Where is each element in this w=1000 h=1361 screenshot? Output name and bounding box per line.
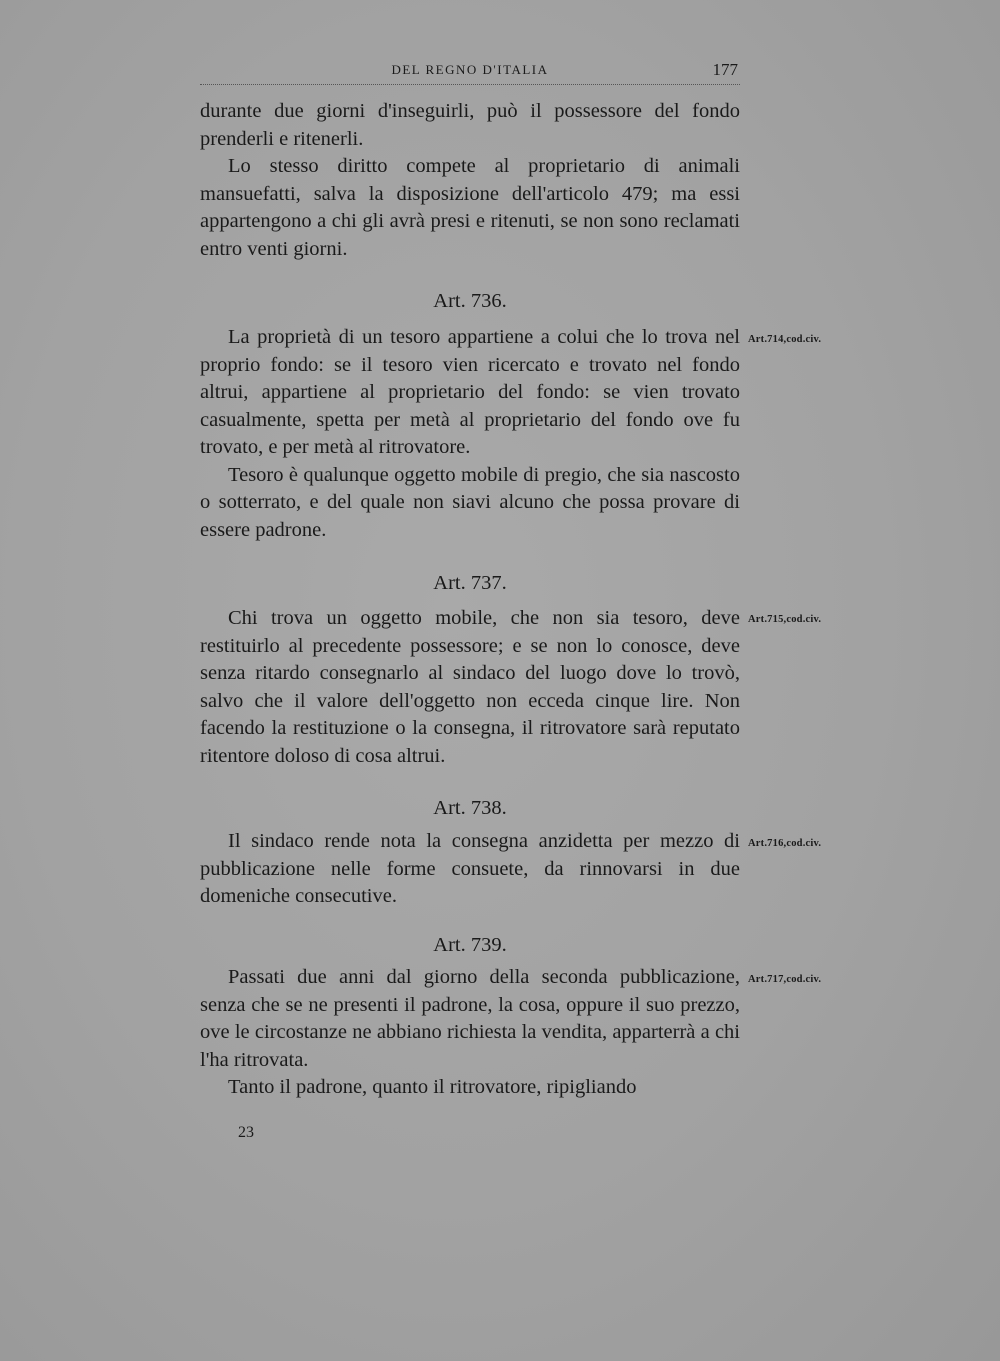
intro-text <box>200 98 740 263</box>
article-737-body <box>200 605 740 770</box>
article-738-margin-note: Art.716,cod.civ. <box>748 838 822 849</box>
article-739-paragraph-1: Passati due anni dal giorno della seconda pubblicazione, senza che se ne presenti il padrone, la cosa, oppure il suo prezzo, ove le circostanze ne abbiano richiesta la vendita, apparterrà a chi l'ha ritrovata. <box>200 966 740 1071</box>
article-736-paragraph-2: Tesoro è qualunque oggetto mobile di pregio, che sia nascosto o sotterrato, e del quale non siavi alcuno che possa provare di essere padrone. <box>200 463 740 541</box>
article-738-title: Art. 738. <box>433 797 507 819</box>
article-736-title: Art. 736. <box>433 290 507 312</box>
article-736-paragraph-1: La proprietà di un tesoro appartiene a colui che lo trova nel proprio fondo: se il tesoro vien ricercato e trovato nel fondo altrui, appartiene al proprietario del fondo: se vien trovato casualmente, spetta per metà al proprietario del fondo ove fu trovato, e per metà al ritrovatore. <box>200 326 740 458</box>
article-736-margin-note: Art.714,cod.civ. <box>748 334 822 345</box>
article-737-title: Art. 737. <box>433 572 507 594</box>
article-737-margin-note: Art.715,cod.civ. <box>748 614 822 625</box>
article-738-body <box>200 828 740 911</box>
article-739-body <box>200 964 740 1102</box>
page-header <box>200 60 740 85</box>
running-title: DEL REGNO D'ITALIA <box>391 62 549 77</box>
article-739-margin-note: Art.717,cod.civ. <box>748 974 822 985</box>
signature-mark: 23 <box>238 1124 254 1141</box>
article-737-paragraph-1: Chi trova un oggetto mobile, che non sia tesoro, deve restituirlo al precedente possessore; e se non lo conosce, deve senza ritardo consegnarlo al sindaco del luogo dove lo trovò, salvo che il valore dell'oggetto non ecceda cinque lire. Non facendo la restituzione o la consegna, il ritrovatore sarà reputato ritentore doloso di cosa altrui. <box>200 607 740 767</box>
page-number: 177 <box>712 60 738 79</box>
article-739-paragraph-2: Tanto il padrone, quanto il ritrovatore, ripigliando <box>228 1076 637 1098</box>
article-738-paragraph-1: Il sindaco rende nota la consegna anzidetta per mezzo di pubblicazione nelle forme consuete, da rinnovarsi in due domeniche consecutive. <box>200 830 740 907</box>
article-736-body <box>200 324 740 544</box>
intro-paragraph-2: Lo stesso diritto compete al proprietario di animali mansuefatti, salva la disposizione dell'articolo 479; ma essi appartengono a chi gli avrà presi e ritenuti, se non sono reclamati entro venti giorni. <box>200 155 740 260</box>
article-739-title: Art. 739. <box>433 934 507 956</box>
intro-paragraph-1: durante due giorni d'inseguirli, può il possessore del fondo prenderli e ritenerli. <box>200 100 740 150</box>
